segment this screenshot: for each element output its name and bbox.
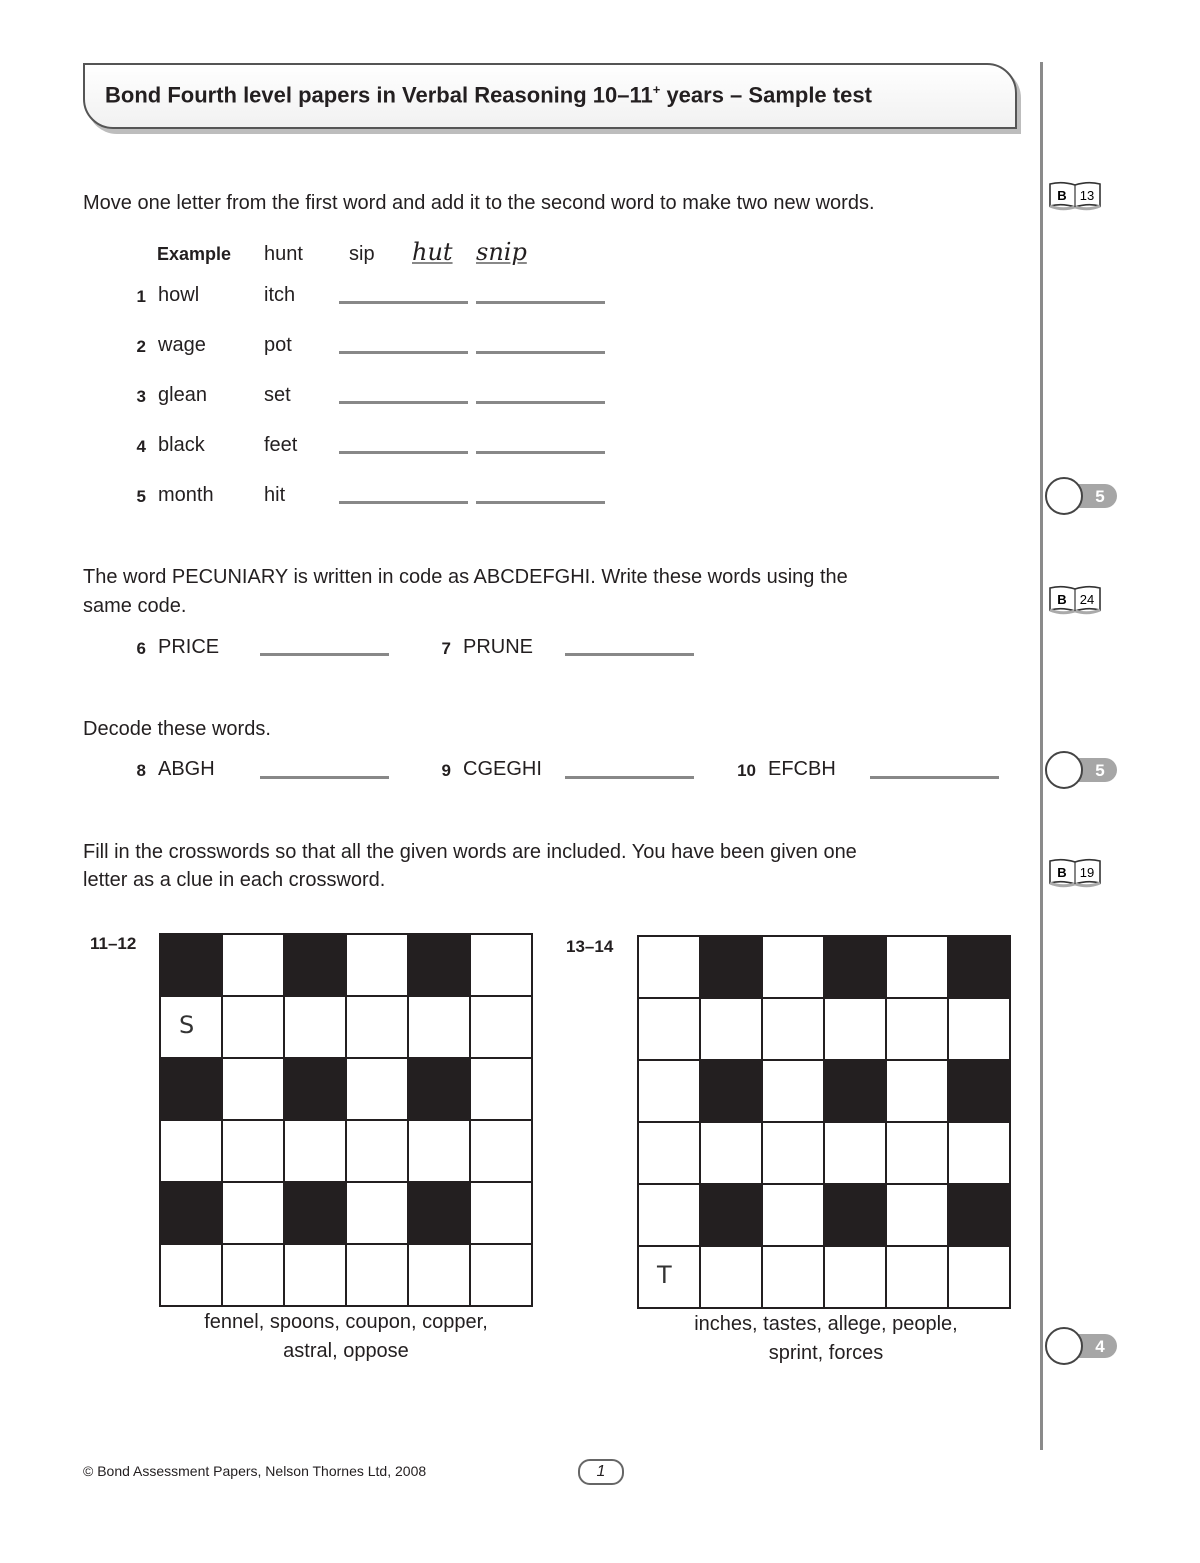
crossword-grid[interactable] bbox=[637, 935, 1011, 1309]
crossword-black-cell bbox=[701, 1185, 761, 1245]
crossword-cell[interactable] bbox=[887, 1123, 947, 1183]
svg-text:5: 5 bbox=[1095, 487, 1105, 506]
answer-line[interactable] bbox=[476, 301, 605, 304]
crossword-cell[interactable] bbox=[161, 997, 221, 1057]
crossword-cell[interactable] bbox=[347, 997, 407, 1057]
crossword-cell[interactable] bbox=[949, 1123, 1009, 1183]
svg-text:B: B bbox=[1057, 188, 1067, 203]
crossword-black-cell bbox=[161, 935, 221, 995]
crossword-black-cell bbox=[285, 1183, 345, 1243]
crossword-cell[interactable] bbox=[701, 999, 761, 1059]
crossword-black-cell bbox=[825, 1185, 885, 1245]
crossword-black-cell bbox=[825, 937, 885, 997]
crossword-cell[interactable] bbox=[223, 1059, 283, 1119]
crossword-cell[interactable] bbox=[347, 1245, 407, 1305]
crossword-cell[interactable] bbox=[639, 1061, 699, 1121]
crossword-cell[interactable] bbox=[763, 1123, 823, 1183]
svg-text:B: B bbox=[1057, 865, 1067, 880]
crossword-cell[interactable] bbox=[471, 1121, 531, 1181]
crossword-cell[interactable] bbox=[285, 1245, 345, 1305]
answer-line[interactable] bbox=[339, 301, 468, 304]
question-number: 9 bbox=[441, 761, 451, 780]
crossword-cell[interactable] bbox=[285, 1121, 345, 1181]
crossword-cell[interactable] bbox=[763, 1185, 823, 1245]
crossword-cell[interactable] bbox=[347, 1121, 407, 1181]
question-number: 6 bbox=[136, 639, 146, 658]
question-word: ABGH bbox=[158, 758, 215, 780]
crossword-cell[interactable] bbox=[701, 1123, 761, 1183]
question-number: 3 bbox=[136, 387, 146, 406]
answer-line[interactable] bbox=[565, 653, 694, 656]
crossword-cell[interactable] bbox=[347, 935, 407, 995]
example-word2: sip bbox=[349, 243, 375, 265]
question-word: PRICE bbox=[158, 636, 220, 658]
crossword-cell[interactable] bbox=[223, 1121, 283, 1181]
crossword-black-cell bbox=[949, 1185, 1009, 1245]
crossword-black-cell bbox=[701, 1061, 761, 1121]
question-number: 4 bbox=[136, 437, 146, 456]
answer-line[interactable] bbox=[476, 401, 605, 404]
crossword-cell[interactable] bbox=[763, 1247, 823, 1307]
crossword-cell[interactable] bbox=[639, 999, 699, 1059]
svg-text:13: 13 bbox=[1079, 188, 1095, 203]
crossword-label: 11–12 bbox=[90, 934, 137, 953]
crossword-word-list bbox=[637, 1310, 1015, 1368]
answer-line[interactable] bbox=[260, 776, 389, 779]
score-badge bbox=[1043, 1325, 1119, 1365]
crossword-cell[interactable] bbox=[949, 1247, 1009, 1307]
page-number: 1 bbox=[578, 1459, 624, 1485]
question-number: 2 bbox=[136, 337, 146, 356]
crossword-cell[interactable] bbox=[887, 1061, 947, 1121]
svg-text:4: 4 bbox=[1095, 1337, 1105, 1356]
question-word2: itch bbox=[264, 284, 296, 306]
question-number: 10 bbox=[737, 761, 756, 780]
question-word1: howl bbox=[158, 284, 200, 306]
instruction-code-line2: same code. bbox=[83, 595, 187, 617]
question-number: 7 bbox=[441, 639, 451, 658]
question-word1: glean bbox=[158, 384, 207, 406]
question-number: 1 bbox=[136, 287, 146, 306]
answer-line[interactable] bbox=[476, 451, 605, 454]
book-reference-icon bbox=[1046, 857, 1104, 887]
page-title: Bond Fourth level papers in Verbal Reasoning 10–11+ years – Sample test bbox=[105, 82, 872, 108]
question-word2: feet bbox=[264, 434, 298, 456]
crossword-black-cell bbox=[161, 1059, 221, 1119]
crossword-cell[interactable] bbox=[285, 997, 345, 1057]
answer-line[interactable] bbox=[339, 351, 468, 354]
crossword-cell[interactable] bbox=[223, 935, 283, 995]
crossword-cell[interactable] bbox=[763, 937, 823, 997]
crossword-cell[interactable] bbox=[471, 935, 531, 995]
crossword-clue-letter: S bbox=[179, 1011, 195, 1039]
crossword-cell[interactable] bbox=[223, 1183, 283, 1243]
caption-line: fennel, spoons, coupon, copper, bbox=[204, 1311, 488, 1333]
crossword-cell[interactable] bbox=[409, 1121, 469, 1181]
crossword-cell[interactable] bbox=[223, 1245, 283, 1305]
answer-line[interactable] bbox=[476, 351, 605, 354]
crossword-black-cell bbox=[409, 935, 469, 995]
question-word: EFCBH bbox=[768, 758, 836, 780]
instruction-crossword-line2: letter as a clue in each crossword. bbox=[83, 869, 386, 891]
answer-line[interactable] bbox=[476, 501, 605, 504]
question-word2: hit bbox=[264, 484, 286, 506]
question-number: 8 bbox=[136, 761, 146, 780]
book-reference-icon bbox=[1046, 584, 1104, 614]
crossword-black-cell bbox=[409, 1059, 469, 1119]
crossword-cell[interactable] bbox=[887, 1247, 947, 1307]
example-label: Example bbox=[157, 244, 232, 264]
question-word1: black bbox=[158, 434, 205, 456]
crossword-cell[interactable] bbox=[409, 1245, 469, 1305]
crossword-cell[interactable] bbox=[639, 1123, 699, 1183]
crossword-cell[interactable] bbox=[639, 1247, 699, 1307]
copyright-footer: © Bond Assessment Papers, Nelson Thornes Ltd, 2008 bbox=[83, 1463, 427, 1479]
svg-text:24: 24 bbox=[1079, 592, 1095, 607]
answer-line[interactable] bbox=[339, 501, 468, 504]
crossword-cell[interactable] bbox=[347, 1183, 407, 1243]
crossword-cell[interactable] bbox=[825, 1247, 885, 1307]
crossword-cell[interactable] bbox=[471, 997, 531, 1057]
answer-line[interactable] bbox=[260, 653, 389, 656]
crossword-word-list bbox=[159, 1308, 533, 1366]
crossword-black-cell bbox=[949, 1061, 1009, 1121]
crossword-cell[interactable] bbox=[887, 1185, 947, 1245]
crossword-black-cell bbox=[285, 1059, 345, 1119]
book-reference-icon bbox=[1046, 180, 1104, 210]
answer-line[interactable] bbox=[339, 401, 468, 404]
answer-line[interactable] bbox=[565, 776, 694, 779]
caption-line: sprint, forces bbox=[768, 1342, 884, 1364]
example-answer1: hut bbox=[412, 238, 453, 266]
crossword-label: 13–14 bbox=[566, 937, 614, 956]
crossword-cell[interactable] bbox=[223, 997, 283, 1057]
crossword-cell[interactable] bbox=[161, 1121, 221, 1181]
crossword-grid[interactable] bbox=[159, 933, 533, 1307]
question-word: PRUNE bbox=[463, 636, 534, 658]
svg-text:B: B bbox=[1057, 592, 1067, 607]
svg-text:19: 19 bbox=[1079, 865, 1095, 880]
crossword-cell[interactable] bbox=[949, 999, 1009, 1059]
crossword-cell[interactable] bbox=[825, 999, 885, 1059]
crossword-black-cell bbox=[701, 937, 761, 997]
crossword-clue-letter: T bbox=[657, 1261, 672, 1289]
example-answer2: snip bbox=[476, 238, 527, 266]
crossword-black-cell bbox=[825, 1061, 885, 1121]
example-word1: hunt bbox=[264, 243, 303, 265]
instruction-code-line1: The word PECUNIARY is written in code as ABCDEFGHI. Write these words using the bbox=[83, 566, 848, 588]
score-badge bbox=[1043, 475, 1119, 515]
question-word: CGEGHI bbox=[463, 758, 542, 780]
question-word2: pot bbox=[264, 334, 292, 356]
crossword-cell[interactable] bbox=[347, 1059, 407, 1119]
caption-line: inches, tastes, allege, people, bbox=[694, 1313, 958, 1335]
crossword-cell[interactable] bbox=[639, 1185, 699, 1245]
question-word1: month bbox=[158, 484, 214, 506]
crossword-cell[interactable] bbox=[471, 1059, 531, 1119]
crossword-black-cell bbox=[161, 1183, 221, 1243]
score-badge bbox=[1043, 749, 1119, 789]
answer-line[interactable] bbox=[339, 451, 468, 454]
question-word1: wage bbox=[158, 334, 206, 356]
instruction-move-letter: Move one letter from the first word and add it to the second word to make two new words. bbox=[83, 192, 875, 214]
crossword-cell[interactable] bbox=[639, 937, 699, 997]
crossword-cell[interactable] bbox=[825, 1123, 885, 1183]
crossword-cell[interactable] bbox=[161, 1245, 221, 1305]
crossword-cell[interactable] bbox=[887, 999, 947, 1059]
crossword-cell[interactable] bbox=[409, 997, 469, 1057]
instruction-decode: Decode these words. bbox=[83, 718, 271, 740]
crossword-black-cell bbox=[949, 937, 1009, 997]
crossword-cell[interactable] bbox=[763, 1061, 823, 1121]
caption-line: astral, oppose bbox=[283, 1340, 409, 1362]
crossword-black-cell bbox=[285, 935, 345, 995]
question-number: 5 bbox=[136, 487, 146, 506]
question-word2: set bbox=[264, 384, 291, 406]
svg-text:5: 5 bbox=[1095, 761, 1105, 780]
crossword-cell[interactable] bbox=[701, 1247, 761, 1307]
answer-line[interactable] bbox=[870, 776, 999, 779]
crossword-cell[interactable] bbox=[471, 1183, 531, 1243]
instruction-crossword-line1: Fill in the crosswords so that all the given words are included. You have been given one bbox=[83, 841, 857, 863]
crossword-cell[interactable] bbox=[887, 937, 947, 997]
crossword-cell[interactable] bbox=[471, 1245, 531, 1305]
crossword-cell[interactable] bbox=[763, 999, 823, 1059]
crossword-black-cell bbox=[409, 1183, 469, 1243]
